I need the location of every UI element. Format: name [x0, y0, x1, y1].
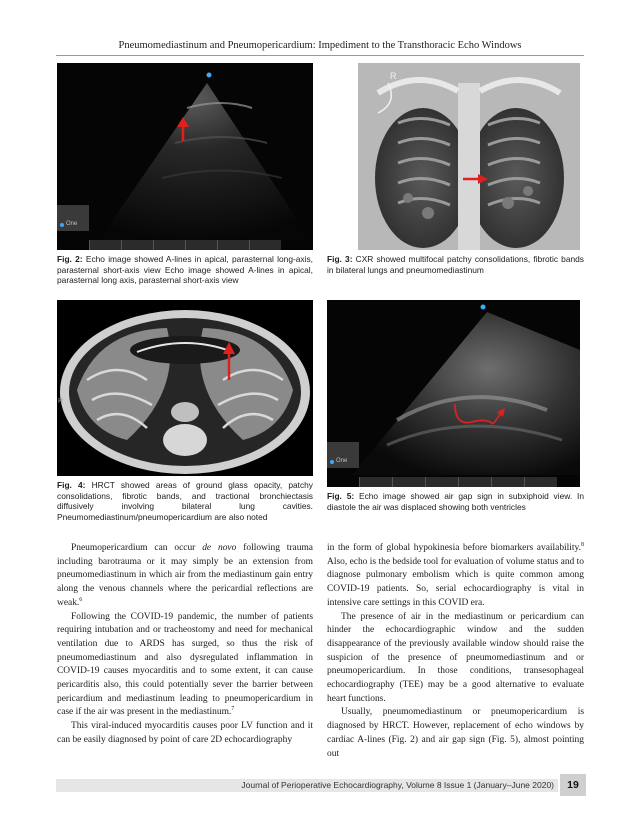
cxr-side-marker: R	[390, 71, 397, 81]
echo-bar	[185, 240, 217, 250]
paragraph	[327, 706, 584, 761]
running-title: Pneumomediastinum and Pneumopericardium: Impediment to the Transthoracic Echo Windows	[118, 40, 522, 51]
citation: 8	[581, 541, 584, 548]
caption-text: CXR showed multifocal patchy consolidations, fibrotic bands in bilateral lungs and pneumomediastinum	[327, 254, 584, 275]
echo-legend-dot	[330, 460, 334, 464]
echo-bar	[392, 477, 425, 487]
paragraph	[57, 611, 313, 721]
paragraph-text: Usually, pneumomediastinum or pneumopericardium is diagnosed by HRCT. However, replacement of echo windows by cardiac A-lines (Fig. 2) and air gap sign (Fig. 5), almost pointing out	[327, 707, 584, 759]
cxr-graphic	[358, 63, 580, 250]
paragraph	[57, 720, 313, 747]
paragraph	[327, 542, 584, 611]
body-column-left	[57, 542, 313, 748]
echo-sector-graphic	[57, 63, 313, 250]
echo-sector-graphic	[327, 300, 580, 487]
echo-legend-dot	[60, 223, 64, 227]
figure-5-image	[327, 300, 580, 487]
echo-bar	[524, 477, 557, 487]
footer-journal: Journal of Perioperative Echocardiography, Volume 8 Issue 1 (January–June 2020)	[241, 780, 554, 790]
paragraph-text: in the form of global hypokinesia before biomarkers availability.	[327, 543, 581, 553]
figure-4-caption	[57, 480, 313, 522]
paragraph-text: Pneumopericardium can occur	[71, 543, 203, 553]
figure-3-image	[358, 63, 580, 250]
echo-bar	[249, 240, 281, 250]
echo-legend-box	[327, 442, 359, 468]
caption-label: Fig. 3:	[327, 254, 353, 264]
figure-2-image	[57, 63, 313, 250]
paragraph-text: Following the COVID-19 pandemic, the number of patients requiring intubation and or tracheostomy and need for mechanical ventilation due to ARDS has surged, so thus the risk of pneumomediastinum and also dysregulated inflammation in COVID-19 causes myocarditis and to some extent, it can cause pericarditis also, this could potentially sever the barrier between pericardium and mediastinum leading to pneumopericardium in case if the air was present in the mediastinum.	[57, 611, 313, 718]
paragraph	[327, 611, 584, 707]
paragraph	[57, 542, 313, 611]
figure-2-caption	[57, 254, 313, 286]
caption-text: Echo image showed air gap sign in subxiphoid view. In diastole the air was displaced showing both ventricles	[327, 491, 584, 512]
hrct-side-marker: R	[58, 398, 64, 405]
paragraph-emphasis: de novo	[202, 543, 237, 553]
echo-bar	[359, 477, 392, 487]
echo-bar	[217, 240, 249, 250]
paragraph-text: Also, echo is the bedside tool for evaluation of volume status and to diagnose pulmonary embolism which is quite common among COVID-19 patients. So, serial echocardiography is vital in intensive care settings in this COVID era.	[327, 556, 584, 608]
echo-legend-box	[57, 205, 89, 231]
caption-text: HRCT showed areas of ground glass opacity, patchy consolidations, fibrotic bands, and tractional bronchiectasis diffusively involving bilateral lung cavities. Pneumomediastinum/pneumopericardium are also noted	[57, 480, 313, 522]
paragraph-text: This viral-induced myocarditis causes poor LV function and it can be easily diagnosed by point of care 2D echocardiography	[57, 721, 313, 745]
echo-legend-label: One	[336, 458, 348, 464]
echo-bar	[491, 477, 524, 487]
paragraph-text: The presence of air in the mediastinum or pericardium can hinder the echocardiographic window and the sudden disappearance of the previously available window should raise the suspicion of the presence of pneumomediastinum and or pneumopericardium. In those conditions, transesophageal echocardiography (TEE) may be a good alternative to evaluate heart functions.	[327, 611, 584, 704]
paragraph-text: following trauma including barotrauma or it may simply be an extension from pneumomediastinum in which air from the mediastinum gain entry along the venous channels where the pericardial reflections are weak.	[57, 543, 313, 608]
caption-label: Fig. 4:	[57, 480, 86, 490]
caption-label: Fig. 5:	[327, 491, 355, 501]
citation: 6	[79, 596, 83, 603]
echo-bar	[89, 240, 121, 250]
echo-bar	[121, 240, 153, 250]
hrct-graphic	[57, 300, 313, 476]
echo-legend-label: One	[66, 221, 78, 227]
header-rule	[56, 55, 584, 56]
page-number: 19	[560, 774, 586, 796]
caption-label: Fig. 2:	[57, 254, 83, 264]
echo-bar	[425, 477, 458, 487]
echo-bar	[458, 477, 491, 487]
body-column-right	[327, 542, 584, 761]
figure-5-caption	[327, 491, 584, 512]
echo-bar	[153, 240, 185, 250]
figure-3-caption	[327, 254, 584, 275]
citation: 7	[231, 706, 235, 713]
figure-4-image	[57, 300, 313, 476]
caption-text: Echo image showed A-lines in apical, parasternal long-axis, parasternal short-axis view Echo image showed A-lines in apical, parasternal long axis, parasternal short-axis view	[57, 254, 313, 286]
